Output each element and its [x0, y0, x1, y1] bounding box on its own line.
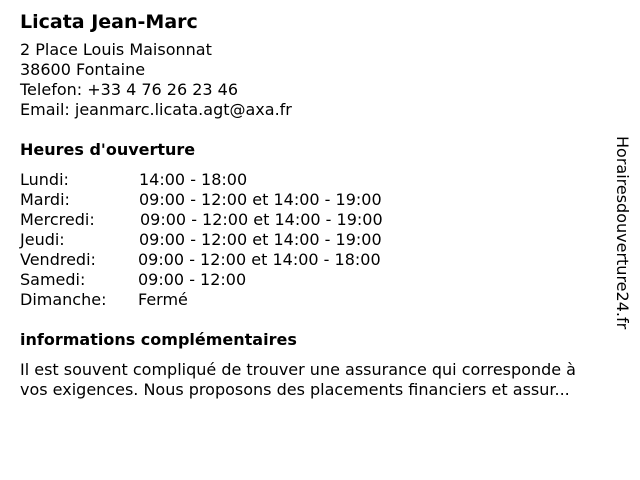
address-street: 2 Place Louis Maisonnat: [20, 40, 212, 59]
hours-value: 09:00 - 12:00 et 14:00 - 19:00: [139, 230, 382, 249]
business-card: [20, 8, 625, 400]
hours-value: 09:00 - 12:00: [138, 270, 247, 289]
hours-value: 09:00 - 12:00 et 14:00 - 18:00: [138, 250, 381, 269]
additional-info-line-2: vos exigences. Nous proposons des placements financiers et assur...: [20, 380, 570, 399]
business-name: Licata Jean-Marc: [20, 11, 198, 33]
address-city: 38600 Fontaine: [20, 60, 146, 79]
additional-info-title: informations complémentaires: [20, 330, 297, 349]
hours-row-sunday: [20, 290, 625, 310]
phone-number: Telefon: +33 4 76 26 23 46: [20, 80, 239, 99]
email-address: Email: jeanmarc.licata.agt@axa.fr: [20, 100, 292, 119]
hours-row-tuesday: [20, 190, 625, 210]
hours-value: 14:00 - 18:00: [139, 170, 248, 189]
hours-value: Fermé: [138, 290, 188, 309]
opening-hours-table: [20, 170, 625, 310]
additional-info-line-1: Il est souvent compliqué de trouver une assurance qui corresponde à: [20, 360, 576, 379]
day-label: Mardi:: [20, 190, 70, 209]
day-label: Dimanche:: [20, 290, 107, 309]
hours-row-thursday: [20, 230, 625, 250]
hours-value: 09:00 - 12:00 et 14:00 - 19:00: [139, 190, 382, 209]
day-label: Lundi:: [20, 170, 69, 189]
hours-value: 09:00 - 12:00 et 14:00 - 19:00: [140, 210, 383, 229]
site-watermark: Horairesdouverture24.fr: [613, 136, 632, 330]
day-label: Vendredi:: [20, 250, 96, 269]
additional-info-text: [20, 360, 630, 400]
hours-row-friday: [20, 250, 625, 270]
opening-hours-title: Heures d'ouverture: [20, 140, 196, 159]
day-label: Mercredi:: [20, 210, 95, 229]
hours-row-wednesday: [20, 210, 625, 230]
hours-row-monday: [20, 170, 625, 190]
day-label: Samedi:: [20, 270, 86, 289]
hours-row-saturday: [20, 270, 625, 290]
day-label: Jeudi:: [20, 230, 65, 249]
